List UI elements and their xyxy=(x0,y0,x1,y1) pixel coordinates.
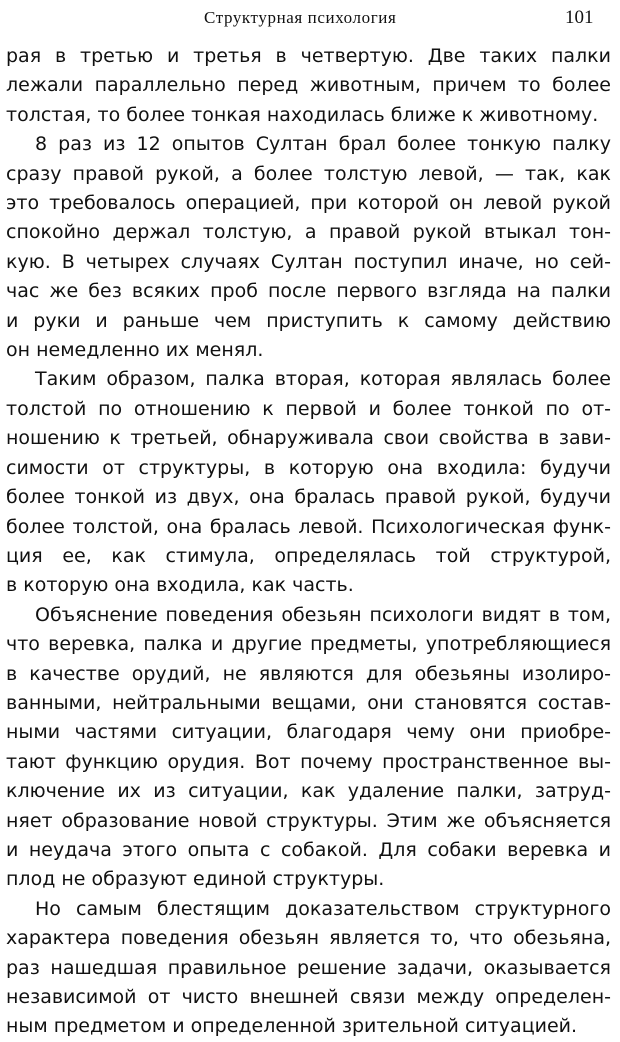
text-line: тают функцию орудия. Вот почему пространственное вы- xyxy=(6,750,611,773)
text-line: симости от структуры, в которую она входила: будучи xyxy=(6,456,611,479)
text-line: более тонкой из двух, она бралась правой рукой, будучи xyxy=(6,486,611,509)
body-text xyxy=(6,42,611,1042)
text-line: сразу правой рукой, а более толстую левой, — так, как xyxy=(6,162,611,185)
text-line: и руки и раньше чем приступить к самому действию xyxy=(6,309,611,332)
text-line: это требовалось операцией, при которой он левой рукой xyxy=(6,192,611,215)
text-line: ванными, нейтральными вещами, они становятся состав- xyxy=(6,691,611,714)
text-line: ключение их из ситуации, как удаление палки, затруд- xyxy=(6,780,611,803)
text-line: и неудача этого опыта с собакой. Для собаки веревка и xyxy=(6,838,611,861)
text-line: толстой по отношению к первой и более тонкой по от- xyxy=(6,397,611,420)
text-line: плод не образуют единой структуры. xyxy=(6,868,385,891)
text-line: 8 раз из 12 опытов Султан брал более тонкую палку xyxy=(35,133,611,156)
text-line: ношению к третьей, обнаруживала свои свойства в зави- xyxy=(6,427,611,450)
text-line: няет образование новой структуры. Этим же объясняется xyxy=(6,809,611,832)
paragraph xyxy=(6,601,611,895)
text-line: ными частями ситуации, благодаря чему они приобре- xyxy=(6,721,611,744)
paragraph xyxy=(6,42,611,130)
running-head: Структурная психология xyxy=(204,8,397,27)
text-line: в которую она входила, как часть. xyxy=(6,574,354,597)
text-line: спокойно держал толстую, а правой рукой втыкал тон- xyxy=(6,221,611,244)
text-line: в качестве орудий, не являются для обезьяны изолиро- xyxy=(6,662,611,685)
paragraph xyxy=(6,130,611,365)
text-line: ция ее, как стимула, определялась той структурой, xyxy=(6,544,611,567)
text-line: Но самым блестящим доказательством структурного xyxy=(35,897,611,920)
text-line: Объяснение поведения обезьян психологи видят в том, xyxy=(35,603,611,626)
text-line: характера поведения обезьян является то, что обезьяна, xyxy=(6,927,611,950)
text-line: независимой от чисто внешней связи между определен- xyxy=(6,986,611,1008)
paragraph xyxy=(6,365,611,600)
page-header xyxy=(0,4,620,30)
paragraph xyxy=(6,895,611,1042)
text-line: кую. В четырех случаях Султан поступил иначе, но сей- xyxy=(6,250,611,273)
text-line: толстая, то более тонкая находилась ближе к животному. xyxy=(6,103,599,126)
text-line: он немедленно их менял. xyxy=(6,339,264,362)
text-line: рая в третью и третья в четвертую. Две таких палки xyxy=(6,45,611,67)
text-line: лежали параллельно перед животным, причем то более xyxy=(6,74,611,97)
text-line: час же без всяких проб после первого взгляда на палки xyxy=(6,280,611,303)
text-line: раз нашедшая правильное решение задачи, оказывается xyxy=(6,956,611,979)
text-line: что веревка, палка и другие предметы, употребляющиеся xyxy=(6,633,611,656)
text-line: ным предметом и определенной зрительной ситуацией. xyxy=(6,1015,578,1038)
text-line: более толстой, она бралась левой. Психологическая функ- xyxy=(6,515,611,538)
page-number: 101 xyxy=(565,7,594,28)
text-line: Таким образом, палка вторая, которая являлась более xyxy=(35,368,611,391)
